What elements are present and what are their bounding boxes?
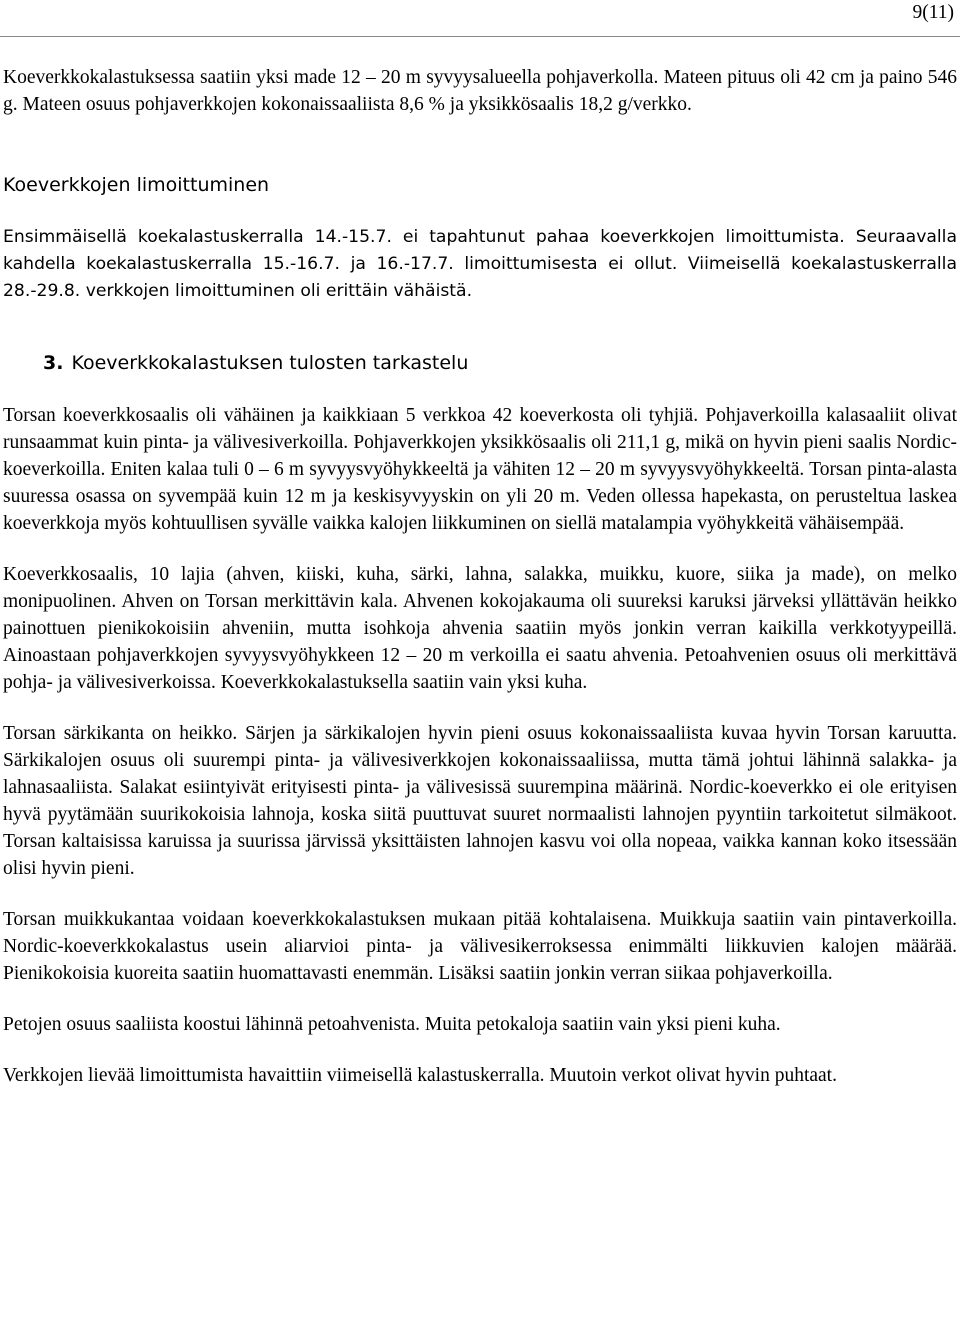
- section-3-heading: [43, 350, 957, 377]
- section-3-title: Koeverkkokalastuksen tulosten tarkastelu: [71, 352, 469, 374]
- paragraph-lajisto: Koeverkkosaalis, 10 lajia (ahven, kiiski, kuha, särki, lahna, salakka, muikku, kuore, siika ja made), on melko monipuolinen. Ahven on Torsan merkittävin kala. Ahvenen kokojakauma oli suureksi karuksi järveksi yllättävän heikko painottuen pienikokoisiin ahveniin, mutta isohkoja ahvenia saatiin myös jonkin verran kaikilla verkkotyypeillä. Ainoastaan pohjaverkkojen syvyysvyöhykkeen 12 – 20 m verkoilla ei saatu ahvenia. Petoahvenien osuus oli merkittävä pohja- ja välivesiverkoissa. Koeverkkokalastuksella saatiin vain yksi kuha.: [3, 564, 957, 693]
- header-rule: [0, 36, 960, 37]
- page-content: [3, 64, 957, 1089]
- paragraph-sarkikanta: Torsan särkikanta on heikko. Särjen ja särkikalojen hyvin pieni osuus kokonaissaaliista kuvaa hyvin Torsan karuutta. Särkikalojen osuus oli suurempi pinta- ja välivesiverkkojen kokonaissaaliissa, mutta tämä johtui lähinnä salakka- ja lahnasaaliista. Salakat esiintyivät erityisesti pinta- ja välivesissä suurempina määrinä. Nordic-koeverkko ei ole erityisen hyvä pyytämään suurikokoisia lahnoja, koska siitä puuttuvat suuret normaalisti lahnojen pyyntiin tarkoitetut silmäkoot. Torsan kaltaisissa karuissa ja suurissa järvissä yksittäisten lahnojen kasvu voi olla nopeaa, vaikka kannan koko itsessään olisi hyvin pieni.: [3, 723, 957, 879]
- section-3-number: 3.: [43, 352, 64, 374]
- paragraph-muikkukanta: Torsan muikkukantaa voidaan koeverkkokalastuksen mukaan pitää kohtalaisena. Muikkuja saatiin vain pintaverkoilla. Nordic-koeverkkokalastus usein aliarvioi pinta- ja välivesikerroksessa enimmälti liikkuvien kalojen määrää. Pienikokoisia kuoreita saatiin huomattavasti enemmän. Lisäksi saatiin jonkin verran siikaa pohjaverkoilla.: [3, 909, 957, 984]
- paragraph-tarkastelu: Torsan koeverkkosaalis oli vähäinen ja kaikkiaan 5 verkkoa 42 koeverkosta oli tyhjiä. Pohjaverkoilla kalasaaliit olivat runsaammat kuin pinta- ja välivesiverkoilla. Pohjaverkkojen yksikkösaalis oli 211,1 g, mikä on hyvin pieni saalis Nordic-koeverkoilla. Eniten kalaa tuli 0 – 6 m syvyysvyöhykkeeltä ja vähiten 12 – 20 m syvyysvyöhykkeeltä. Torsan pinta-alasta suuressa osassa on syvempää kuin 12 m ja keskisyvyyskin on yli 20 m. Veden ollessa hapekasta, on perusteltua laskea koeverkkoja myös kohtuullisen syvälle vaikka kalojen liikkuminen on siellä matalampia vyöhykkeitä vähäisempää.: [3, 405, 957, 534]
- paragraph-made-catch: Koeverkkokalastuksessa saatiin yksi made 12 – 20 m syvyysalueella pohjaverkolla. Mateen pituus oli 42 cm ja paino 546 g. Mateen osuus pohjaverkkojen kokonaissaaliista 8,6 % ja yksikkösaalis 18,2 g/verkko.: [3, 67, 957, 115]
- heading-limoittuminen: Koeverkkojen limoittuminen: [3, 174, 270, 196]
- paragraph-verkkojen-limoittuminen: Verkkojen lievää limoittumista havaittiin viimeisellä kalastuskerralla. Muutoin verkot olivat hyvin puhtaat.: [3, 1065, 837, 1086]
- paragraph-petokalat: Petojen osuus saaliista koostui lähinnä petoahvenista. Muita petokaloja saatiin vain yksi pieni kuha.: [3, 1014, 781, 1035]
- paragraph-limoittuminen: Ensimmäisellä koekalastuskerralla 14.-15.7. ei tapahtunut pahaa koeverkkojen limoittumista. Seuraavalla kahdella koekalastuskerralla 15.-16.7. ja 16.-17.7. limoittumisesta ei ollut. Viimeisellä koekalastuskerralla 28.-29.8. verkkojen limoittuminen oli erittäin vähäistä.: [3, 227, 957, 301]
- page-number: 9(11): [912, 2, 954, 23]
